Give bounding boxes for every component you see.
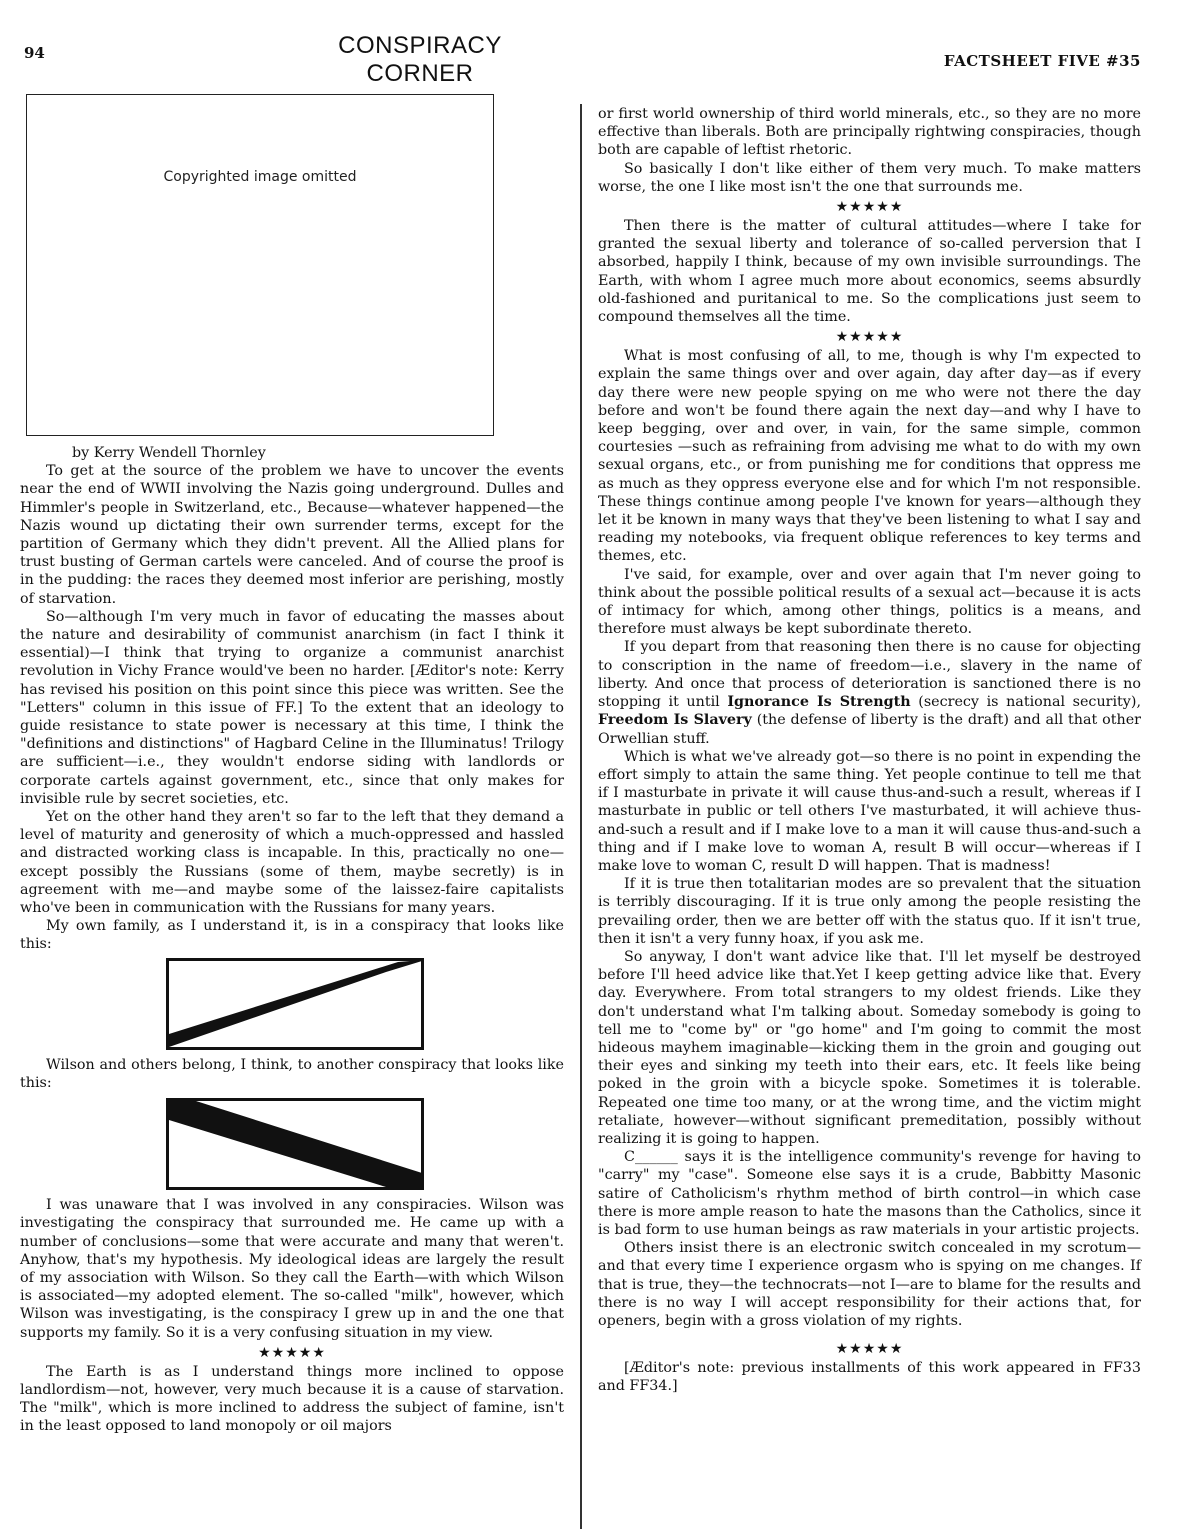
conspiracy-diagram-wilson — [20, 1098, 564, 1190]
left-column — [20, 444, 564, 1436]
paragraph: or first world ownership of third world minerals, etc., so they are no more effective than liberals. Both are principally rightwing conspiracies, though both are capable of leftist rhetoric. — [598, 106, 1141, 159]
title-line-1: CONSPIRACY — [338, 32, 502, 59]
paragraph: So—although I'm very much in favor of educating the masses about the nature and desirability of communist anarchism (in fact I think it essential)—I think that trying to organize a communist anarchist revolution in Vichy France would've been no harder. [Æditor's note: Kerry has revised his position on this point since this piece was written. See the "Letters" column in this issue of FF.] To the extent that an ideology to guide resistance to state power is necessary at this time, I think the "definitions and distinctions" of Hagbard Celine in the Illuminatus! Trilogy are sufficient—i.e., they wouldn't endorse siding with landlords or corporate cartels against government, etc., since that only makes for invisible rule by secret societies, etc. — [20, 608, 564, 807]
column-divider — [580, 104, 582, 1529]
rising-band-diagram — [166, 958, 424, 1050]
paragraph: Wilson and others belong, I think, to another conspiracy that looks like this: — [20, 1056, 564, 1091]
title-line-2: CORNER — [366, 60, 474, 87]
page-title — [320, 32, 520, 88]
conspiracy-diagram-family — [20, 958, 564, 1050]
byline: by Kerry Wendell Thornley — [72, 445, 266, 461]
paragraph: C______ says it is the intelligence community's revenge for having to "carry" my "case". Someone else says it is a crude, Babbitty Masonic satire of Catholicism's rhythm method of birth control—in which case there is more ample reason to hate the masons than the Catholics, since it is bad form to use human beings as raw materials in your artistic projects. — [598, 1149, 1141, 1238]
text-run: (the defense of liberty is the draft) and all that other Orwellian stuff. — [598, 712, 1141, 747]
section-divider-stars: ★★★★★ — [258, 1344, 326, 1361]
paragraph: So basically I don't like either of them very much. To make matters worse, the one I like most isn't the one that surrounds me. — [598, 160, 1141, 195]
section-divider-stars: ★★★★★ — [835, 329, 904, 346]
image-placeholder-text: Copyrighted image omitted — [163, 169, 357, 185]
paragraph: The Earth is as I understand things more inclined to oppose landlordism—not, however, very much because it is a cause of starvation. The "milk", which is more inclined to address the subject of famine, isn't in the least opposed to land monopoly or oil majors — [20, 1363, 564, 1435]
paragraph: To get at the source of the problem we have to uncover the events near the end of WWII involving the Nazis going underground. Dulles and Himmler's people in Switzerland, etc., Because—whatever happened—the Nazis wound up dictating their own surrender terms, except for the partition of Germany which they didn't prevent. All the Allied plans for trust busting of German cartels were canceled. And of course the proof is in the pudding: the races they deemed most inferior are perishing, mostly of starvation. — [20, 463, 564, 607]
paragraph — [598, 638, 1141, 747]
paragraph: If it is true then totalitarian modes are so prevalent that the situation is terribly discouraging. If it is true only among the people resisting the prevailing order, then we are better off with the status quo. If it isn't true, then it isn't a very funny hoax, if you ask me. — [598, 876, 1141, 947]
paragraph: Then there is the matter of cultural attitudes—where I take for granted the sexual liberty and tolerance of so-called perversion that I absorbed, happily I think, because of my own invisible surroundings. The Earth, with whom I agree much more about economics, seems absurdly old-fashioned and puritanical to me. So the complications just seem to compound themselves all the time. — [598, 218, 1141, 326]
paragraph: My own family, as I understand it, is in a conspiracy that looks like this: — [20, 918, 564, 953]
page-number: 94 — [24, 44, 45, 62]
paragraph: What is most confusing of all, to me, though is why I'm expected to explain the same things over and over again, day after day—as if every day there were new people spying on me who were not there the day before and won't be found there again the next day—and why I have to keep begging, over and over, in vain, for the same simple, common courtesies —such as refraining from advising me what to do with my own sexual organs, etc., or from punishing me for conditions that oppress me as much as they oppress everyone else and for which I'm not responsible. These things continue among people I've known for years—although they let it be known in many ways that they've been listening to what I say and reading my notebooks, via frequent oblique references to key terms and themes, etc. — [598, 348, 1141, 565]
issue-label: FACTSHEET FIVE #35 — [943, 52, 1141, 70]
falling-band-diagram — [166, 1098, 424, 1190]
paragraph: Which is what we've already got—so there is no point in expending the effort simply to attain the same thing. Yet people continue to tell me that if I masturbate in private it will cause thus-and-such a result, whereas if I masturbate in public or tell others I've masturbated, it will achieve thus-and-such a result and if I make love to a man it will cause thus-and-such a thing and if I make love to woman A, result B will occur—whereas if I make love to woman C, result D will happen. That is madness! — [598, 748, 1141, 874]
paragraph: I was unaware that I was involved in any conspiracies. Wilson was investigating the conspiracy that surrounded me. He came up with a number of conclusions—some that were accurate and many that weren't. Anyhow, that's my hypothesis. My ideological ideas are largely the result of my association with Wilson. So they call the Earth—with which Wilson is associated—my adopted element. The so-called "milk", however, which Wilson was investigating, is the conspiracy I grew up in and the one that supports my family. So it is a very confusing situation in my view. — [20, 1197, 564, 1341]
paragraph: Yet on the other hand they aren't so far to the left that they demand a level of maturity and generosity of which a much-oppressed and hassled and distracted working class is incapable. In this, practically no one—except possibly the Russians (some of them, maybe secretly) is in agreement with me—and maybe some of the laissez-faire capitalists who've been in communication with the Russians for many years. — [20, 809, 564, 917]
image-placeholder — [26, 94, 494, 436]
paragraph: So anyway, I don't want advice like that. I'll let myself be destroyed before I'll heed advice like that.Yet I keep getting advice like that. Every day. Everywhere. From total strangers to my oldest friends. Like they don't understand what I'm talking about. Someday somebody is going to tell me to "come by" or "go home" and I'm going to commit the most hideous mayhem imaginable—kicking them in the groin and gouging out their eyes and sinking my teeth into their ears, etc. It feels like being poked in the groin with a bicycle spoke. Sometimes it is tolerable. Repeated one time too many, or at the wrong time, and the victim might retaliate, however—without significant premeditation, possibly without realizing it is going to happen. — [598, 948, 1141, 1147]
section-divider-stars: ★★★★★ — [835, 1341, 904, 1358]
bold-phrase-ignorance: Ignorance Is Strength — [727, 694, 911, 711]
text-run: (secrecy is national security), — [910, 694, 1141, 711]
text-run: If you depart from that reasoning then there is no cause for objecting to conscription in the name of freedom—i.e., slavery in the name of liberty. And once that process of deterioration is sanctioned there is no stopping it until — [598, 639, 1141, 711]
paragraph: I've said, for example, over and over again that I'm never going to think about the possible political results of a sexual act—because it is acts of intimacy for which, among other things, politics is a means, and therefore must always be kept subordinate thereto. — [598, 566, 1141, 638]
right-column — [598, 105, 1141, 1396]
paragraph: Others insist there is an electronic switch concealed in my scrotum—and that every time I experience orgasm who is spying on me changes. If that is true, they—the technocrats—not I—are to blame for the results and there is no way I will accept responsibility for their actions that, for openers, begin with a gross violation of my rights. — [598, 1240, 1141, 1329]
section-divider-stars: ★★★★★ — [835, 199, 904, 216]
bold-phrase-freedom: Freedom Is Slavery — [598, 712, 752, 729]
editor-note: [Æditor's note: previous installments of this work appeared in FF33 and FF34.] — [598, 1360, 1141, 1395]
